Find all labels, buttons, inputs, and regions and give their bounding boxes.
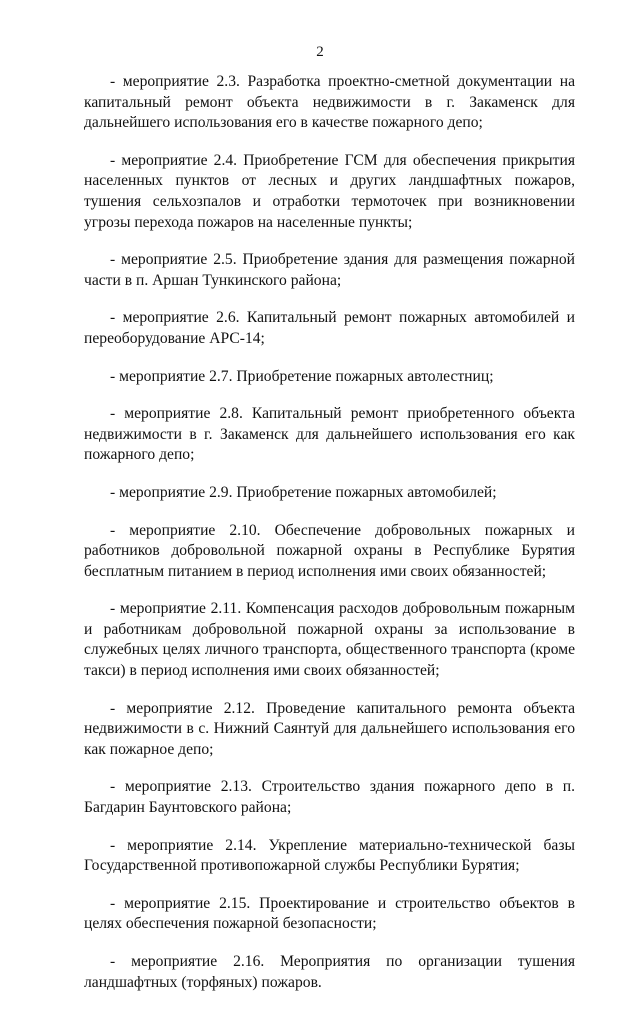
measure-item: - мероприятие 2.11. Компенсация расходов добровольным пожарным и работникам добровольной пожарной охраны за использование в служебных целях личного транспорта, общественного транспорта (кроме такси) в период исполнения ими своих обязанностей; [84,600,575,680]
measure-item: - мероприятие 2.14. Укрепление материально-технической базы Государственной противопожарной службы Республики Бурятия; [84,836,575,875]
measure-item: - мероприятие 2.6. Капитальный ремонт пожарных автомобилей и переоборудование АРС-14; [84,309,575,347]
measure-item: - мероприятие 2.8. Капитальный ремонт приобретенного объекта недвижимости в г. Закаменск для дальнейшего использования его как пожарного депо; [84,405,575,464]
measure-item: - мероприятие 2.3. Разработка проектно-сметной документации на капитальный ремонт объекта недвижимости в г. Закаменск для дальнейшего использования его в качестве пожарного депо; [84,73,575,132]
measure-item: - мероприятие 2.7. Приобретение пожарных автолестниц; [110,367,494,385]
measure-item: - мероприятие 2.13. Строительство здания пожарного депо в п. Багдарин Баунтовского района; [84,778,575,817]
measure-item: - мероприятие 2.10. Обеспечение добровольных пожарных и работников добровольной пожарной охраны в Республике Бурятия бесплатным питанием в период исполнения ими своих обязанностей; [84,521,575,580]
measure-item: - мероприятие 2.9. Приобретение пожарных автомобилей; [110,483,497,501]
page-number: 2 [316,44,324,60]
measure-item: - мероприятие 2.16. Мероприятия по организации тушения ландшафтных (торфяных) пожаров. [84,953,575,991]
measures-list [84,72,575,1010]
measure-item: - мероприятие 2.15. Проектирование и строительство объектов в целях обеспечения пожарной безопасности; [84,894,575,933]
measure-item: - мероприятие 2.4. Приобретение ГСМ для обеспечения прикрытия населенных пунктов от лесных и других ландшафтных пожаров, тушения сельхозпалов и отработки термоточек при возникновении угрозы перехода пожаров на населенные пункты; [84,151,575,231]
measure-item: - мероприятие 2.5. Приобретение здания для размещения пожарной части в п. Аршан Тункинского района; [84,251,575,289]
measure-item: - мероприятие 2.12. Проведение капитального ремонта объекта недвижимости в с. Нижний Саянтуй для дальнейшего использования его как пожарное депо; [84,699,575,758]
